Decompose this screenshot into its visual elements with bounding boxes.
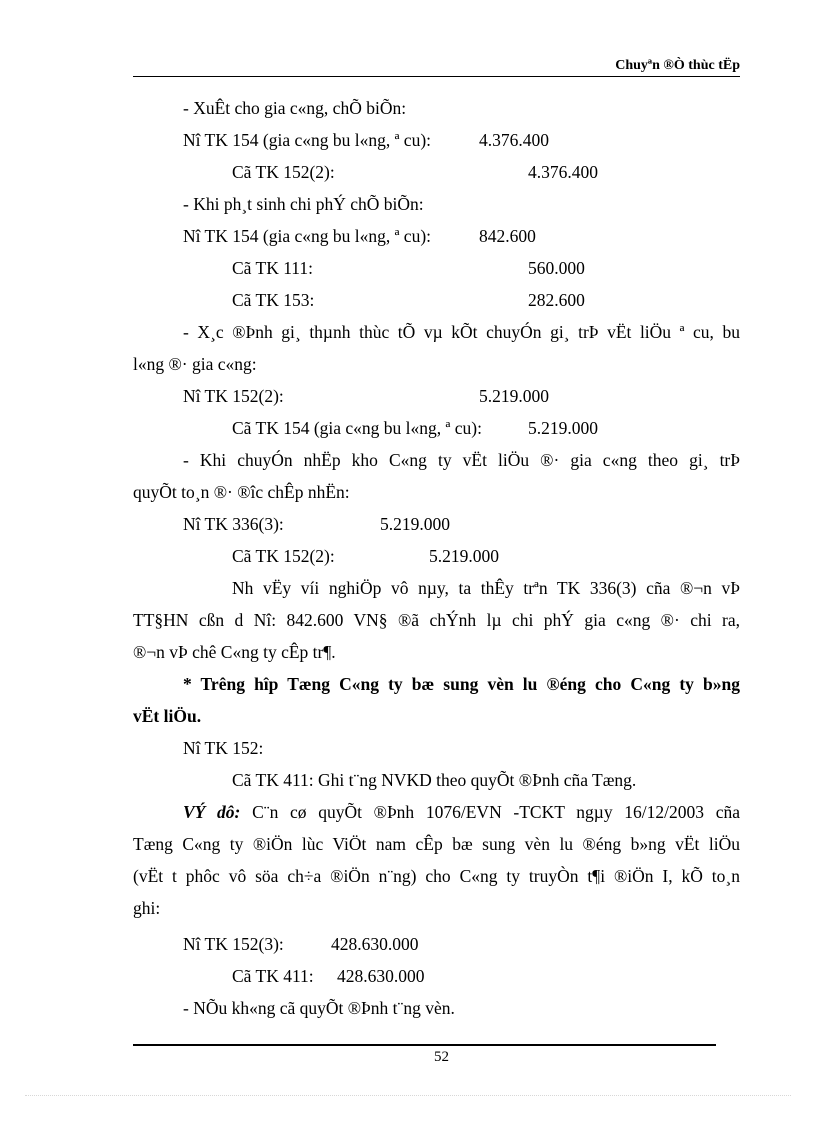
amount: 560.000 xyxy=(528,258,585,278)
text-line: - XuÊt cho gia c«ng, chÕ biÕn: xyxy=(183,98,407,118)
text-line: Cã TK 152(2): xyxy=(232,546,335,566)
text-line: Cã TK 411: xyxy=(232,966,314,986)
text-line: Cã TK 153: xyxy=(232,290,315,310)
text-line: Cã TK 411: Ghi t¨ng NVKD theo quyÕt ®Þnh cña Tæng. xyxy=(232,770,637,790)
text-line: Nî TK 152(3): xyxy=(183,934,284,954)
text-line: quyÕt to¸n ®· ®îc chÊp nhËn: xyxy=(133,482,350,502)
header-rule xyxy=(133,76,740,77)
text-line: ®¬n vÞ chê C«ng ty cÊp tr¶. xyxy=(133,642,336,662)
text-line: Nî TK 154 (gia c«ng bu l«ng, ª cu): xyxy=(183,130,432,150)
footer-rule xyxy=(133,1044,716,1046)
amount: 5.219.000 xyxy=(429,546,499,566)
text-line: TT§HN cßn d Nî: 842.600 VN§ ®ã chÝnh lµ chi phÝ gia c«ng ®· chi ra, xyxy=(133,610,740,630)
amount: 4.376.400 xyxy=(479,130,549,150)
amount: 4.376.400 xyxy=(528,162,598,182)
example-label: VÝ dô: xyxy=(183,802,241,822)
text-line: (vËt t phôc vô söa ch÷a ®iÖn n¨ng) cho C«ng ty truyÒn t¶i ®iÖn I, kÕ to¸n xyxy=(133,866,740,886)
text-line: Cã TK 111: xyxy=(232,258,314,278)
text-line: - Khi chuyÓn nhËp kho C«ng ty vËt liÖu ®· gia c«ng theo gi¸ trÞ xyxy=(183,450,740,470)
section-heading: vËt liÖu. xyxy=(133,706,202,726)
page-number: 52 xyxy=(434,1049,449,1065)
amount: 5.219.000 xyxy=(479,386,549,406)
example-line xyxy=(183,802,740,822)
amount: 5.219.000 xyxy=(380,514,450,534)
text-line: Nh vËy víi nghiÖp vô nµy, ta thÊy trªn TK 336(3) cña ®¬n vÞ xyxy=(232,578,740,598)
text-line: Cã TK 152(2): xyxy=(232,162,335,182)
amount: 282.600 xyxy=(528,290,585,310)
header-title: Chuyªn ®Ò thùc tËp xyxy=(615,58,740,73)
amount: 428.630.000 xyxy=(331,934,419,954)
amount: 428.630.000 xyxy=(337,966,425,986)
text-line: Nî TK 152(2): xyxy=(183,386,284,406)
text-line: Nî TK 152: xyxy=(183,738,264,758)
amount: 5.219.000 xyxy=(528,418,598,438)
text-line: Nî TK 336(3): xyxy=(183,514,284,534)
text-line: l«ng ®· gia c«ng: xyxy=(133,354,257,374)
text-line: - NÕu kh«ng cã quyÕt ®Þnh t¨ng vèn. xyxy=(183,998,455,1018)
text-line: Nî TK 154 (gia c«ng bu l«ng, ª cu): xyxy=(183,226,432,246)
text-line: - Khi ph¸t sinh chi phÝ chÕ biÕn: xyxy=(183,194,424,214)
page-border xyxy=(25,1095,791,1096)
section-heading: * Trêng hîp Tæng C«ng ty bæ sung vèn lu ®éng cho C«ng ty b»ng xyxy=(183,674,740,694)
text-line: ghi: xyxy=(133,898,161,918)
text-line: - X¸c ®Þnh gi¸ thµnh thùc tÕ vµ kÕt chuyÓn gi¸ trÞ vËt liÖu ª cu, bu xyxy=(183,322,740,342)
example-text: C¨n cø quyÕt ®Þnh 1076/EVN -TCKT ngµy 16/12/2003 cña xyxy=(240,802,740,822)
text-line: Tæng C«ng ty ®iÖn lùc ViÖt nam cÊp bæ sung vèn lu ®éng b»ng vËt liÖu xyxy=(133,834,740,854)
text-line: Cã TK 154 (gia c«ng bu l«ng, ª cu): xyxy=(232,418,482,438)
amount: 842.600 xyxy=(479,226,536,246)
